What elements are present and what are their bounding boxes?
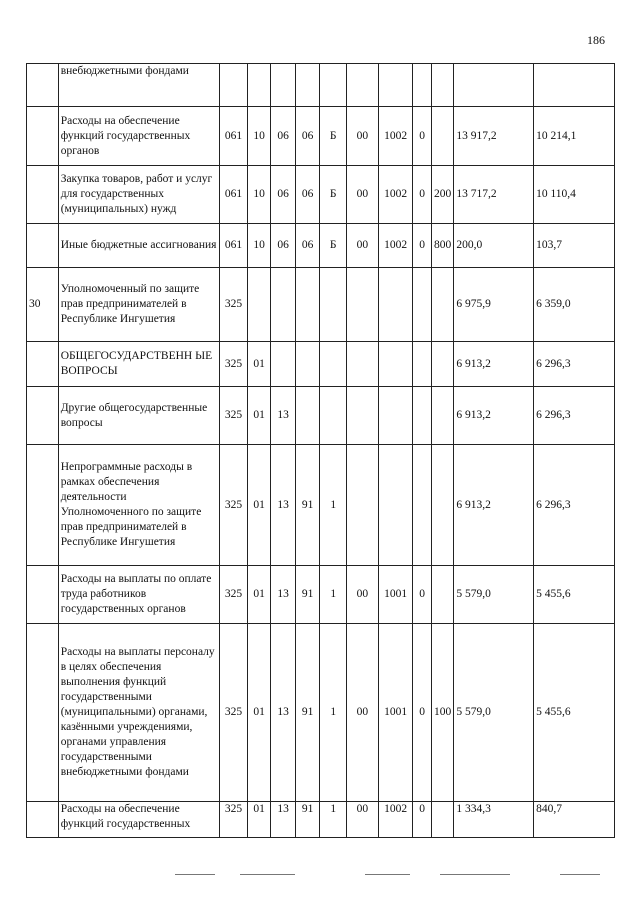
code-cell (295, 342, 320, 387)
code-cell (247, 268, 271, 342)
code-cell: 1 (320, 566, 347, 624)
code-cell: 00 (347, 624, 379, 802)
code-cell: 06 (295, 107, 320, 166)
code-cell: 061 (220, 166, 248, 224)
code-cell (413, 64, 431, 107)
code-cell: 0 (413, 802, 431, 838)
item-name: Расходы на обеспечение функций государственных органов (58, 107, 220, 166)
row-number (27, 342, 59, 387)
code-cell: 325 (220, 268, 248, 342)
amount-cell: 13 717,2 (454, 166, 534, 224)
code-cell: 100 (431, 624, 453, 802)
table-row (27, 268, 615, 342)
code-cell: 0 (413, 107, 431, 166)
amount-cell (534, 64, 615, 107)
code-cell: 06 (295, 224, 320, 268)
amount-cell: 10 110,4 (534, 166, 615, 224)
table-row (27, 64, 615, 107)
code-cell: 0 (413, 166, 431, 224)
code-cell: 00 (347, 802, 379, 838)
amount-cell: 103,7 (534, 224, 615, 268)
row-number (27, 566, 59, 624)
code-cell (271, 64, 296, 107)
code-cell: 06 (271, 166, 296, 224)
code-cell (220, 64, 248, 107)
code-cell: 325 (220, 445, 248, 566)
code-cell: 1002 (378, 107, 413, 166)
code-cell (413, 387, 431, 445)
amount-cell: 13 917,2 (454, 107, 534, 166)
code-cell: 13 (271, 624, 296, 802)
code-cell (431, 342, 453, 387)
table-row (27, 624, 615, 802)
code-cell: 1 (320, 802, 347, 838)
code-cell (431, 268, 453, 342)
row-number (27, 624, 59, 802)
code-cell (431, 445, 453, 566)
code-cell: 01 (247, 387, 271, 445)
code-cell (320, 268, 347, 342)
code-cell: 325 (220, 802, 248, 838)
code-cell: 06 (295, 166, 320, 224)
item-name: внебюджетными фондами (58, 64, 220, 107)
code-cell (320, 387, 347, 445)
row-number: 30 (27, 268, 59, 342)
item-name: Иные бюджетные ассигнования (58, 224, 220, 268)
code-cell: 10 (247, 166, 271, 224)
row-number (27, 107, 59, 166)
code-cell (431, 566, 453, 624)
code-cell (378, 387, 413, 445)
code-cell: 91 (295, 445, 320, 566)
code-cell (378, 445, 413, 566)
code-cell: 00 (347, 166, 379, 224)
code-cell (247, 64, 271, 107)
code-cell: 10 (247, 224, 271, 268)
code-cell: 01 (247, 566, 271, 624)
amount-cell: 6 913,2 (454, 342, 534, 387)
code-cell: 325 (220, 387, 248, 445)
code-cell (378, 64, 413, 107)
code-cell: 325 (220, 342, 248, 387)
item-name: ОБЩЕГОСУДАРСТВЕНН ЫЕ ВОПРОСЫ (58, 342, 220, 387)
budget-table (26, 63, 615, 838)
code-cell: 1 (320, 445, 347, 566)
amount-cell: 5 579,0 (454, 566, 534, 624)
table-row (27, 342, 615, 387)
code-cell: 1002 (378, 802, 413, 838)
item-name: Расходы на обеспечение функций государственных (58, 802, 220, 838)
row-number (27, 387, 59, 445)
code-cell (431, 107, 453, 166)
item-name: Другие общегосударственные вопросы (58, 387, 220, 445)
code-cell: 06 (271, 107, 296, 166)
table-row (27, 445, 615, 566)
code-cell: 91 (295, 566, 320, 624)
amount-cell: 5 455,6 (534, 566, 615, 624)
amount-cell: 200,0 (454, 224, 534, 268)
table-row (27, 166, 615, 224)
scan-edge-marks (0, 870, 640, 880)
code-cell: 13 (271, 566, 296, 624)
code-cell: 10 (247, 107, 271, 166)
code-cell (431, 802, 453, 838)
code-cell (347, 387, 379, 445)
table-row (27, 107, 615, 166)
table-row (27, 566, 615, 624)
code-cell (413, 342, 431, 387)
code-cell: 061 (220, 107, 248, 166)
code-cell: 1002 (378, 224, 413, 268)
code-cell: 1 (320, 624, 347, 802)
code-cell: 01 (247, 342, 271, 387)
page-number: 186 (587, 33, 605, 47)
code-cell (347, 342, 379, 387)
item-name: Расходы на выплаты персоналу в целях обеспечения выполнения функций государственными (муниципальными) органами, казёнными учреждениями, органами управления государственными внебюджетными фондами (58, 624, 220, 802)
code-cell: 01 (247, 445, 271, 566)
code-cell (347, 268, 379, 342)
code-cell: 01 (247, 624, 271, 802)
item-name: Непрограммные расходы в рамках обеспечения деятельности Уполномоченного по защите прав предпринимателей в Республике Ингушетия (58, 445, 220, 566)
code-cell: 13 (271, 387, 296, 445)
amount-cell: 6 913,2 (454, 445, 534, 566)
code-cell: 91 (295, 802, 320, 838)
code-cell: 1001 (378, 624, 413, 802)
code-cell: 325 (220, 566, 248, 624)
amount-cell: 6 296,3 (534, 342, 615, 387)
code-cell (378, 268, 413, 342)
code-cell: 800 (431, 224, 453, 268)
amount-cell (454, 64, 534, 107)
row-number (27, 64, 59, 107)
code-cell: 0 (413, 624, 431, 802)
code-cell: 061 (220, 224, 248, 268)
code-cell: 1002 (378, 166, 413, 224)
amount-cell: 6 913,2 (454, 387, 534, 445)
code-cell: Б (320, 224, 347, 268)
code-cell: 00 (347, 224, 379, 268)
amount-cell: 5 455,6 (534, 624, 615, 802)
amount-cell: 5 579,0 (454, 624, 534, 802)
row-number (27, 224, 59, 268)
code-cell (320, 64, 347, 107)
amount-cell: 6 359,0 (534, 268, 615, 342)
row-number (27, 802, 59, 838)
code-cell: 0 (413, 224, 431, 268)
code-cell: 13 (271, 802, 296, 838)
code-cell (431, 387, 453, 445)
item-name: Уполномоченный по защите прав предпринимателей в Республике Ингушетия (58, 268, 220, 342)
code-cell (320, 342, 347, 387)
amount-cell: 840,7 (534, 802, 615, 838)
amount-cell: 6 296,3 (534, 445, 615, 566)
code-cell (271, 342, 296, 387)
code-cell (413, 268, 431, 342)
item-name: Расходы на выплаты по оплате труда работников государственных органов (58, 566, 220, 624)
item-name: Закупка товаров, работ и услуг для государственных (муниципальных) нужд (58, 166, 220, 224)
amount-cell: 1 334,3 (454, 802, 534, 838)
code-cell: Б (320, 166, 347, 224)
code-cell (378, 342, 413, 387)
code-cell (347, 445, 379, 566)
code-cell (431, 64, 453, 107)
code-cell: 00 (347, 566, 379, 624)
row-number (27, 166, 59, 224)
table-row (27, 387, 615, 445)
code-cell (295, 268, 320, 342)
code-cell (271, 268, 296, 342)
table-row (27, 224, 615, 268)
row-number (27, 445, 59, 566)
code-cell: 1001 (378, 566, 413, 624)
code-cell (347, 64, 379, 107)
code-cell: 200 (431, 166, 453, 224)
code-cell (295, 387, 320, 445)
amount-cell: 6 296,3 (534, 387, 615, 445)
code-cell: 0 (413, 566, 431, 624)
amount-cell: 6 975,9 (454, 268, 534, 342)
code-cell: 00 (347, 107, 379, 166)
code-cell: 13 (271, 445, 296, 566)
code-cell: 325 (220, 624, 248, 802)
amount-cell: 10 214,1 (534, 107, 615, 166)
code-cell: Б (320, 107, 347, 166)
code-cell (413, 445, 431, 566)
code-cell: 01 (247, 802, 271, 838)
code-cell (295, 64, 320, 107)
code-cell: 91 (295, 624, 320, 802)
table-row (27, 802, 615, 838)
code-cell: 06 (271, 224, 296, 268)
